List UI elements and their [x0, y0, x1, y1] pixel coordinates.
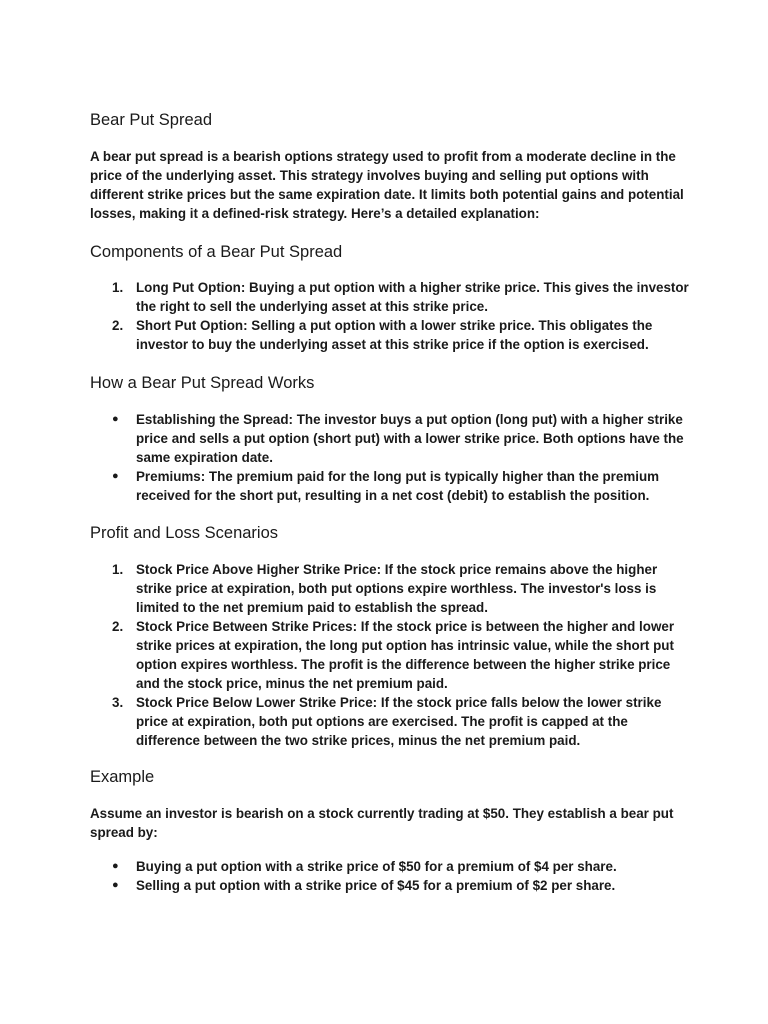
example-heading: Example	[90, 768, 155, 786]
components-list	[90, 278, 690, 354]
list-item: 1. Stock Price Above Higher Strike Price: If the stock price remains above the higher strike price at expiration, both put options expire worthless. The investor's loss is limited to the net premium paid to establish the spread.	[112, 562, 658, 615]
list-item: 2. Short Put Option: Selling a put option with a lower strike price. This obligates the investor to buy the underlying asset at this strike price if the option is exercised.	[112, 318, 653, 352]
example-list	[90, 857, 690, 895]
how-it-works-list	[90, 410, 690, 505]
list-item: 1. Long Put Option: Buying a put option with a higher strike price. This gives the investor the right to sell the underlying asset at this strike price.	[112, 280, 689, 314]
bullet-icon: ●	[112, 413, 119, 425]
how-it-works-heading: How a Bear Put Spread Works	[90, 374, 315, 392]
intro-paragraph: A bear put spread is a bearish options strategy used to profit from a moderate decline in the price of the underlying asset. This strategy involves buying and selling put options with different strike prices but the same expiration date. It limits both potential gains and potential losses, making it a defined-risk strategy. Here’s a detailed explanation:	[90, 149, 684, 221]
list-item: 3. Stock Price Below Lower Strike Price: If the stock price falls below the lower strike price at expiration, both put options are exercised. The profit is capped at the difference between the two strike prices, minus the net premium paid.	[112, 695, 662, 748]
bullet-icon: ●	[112, 860, 119, 872]
profit-loss-list	[90, 560, 690, 750]
document-title: Bear Put Spread	[90, 111, 212, 129]
list-item: ● Buying a put option with a strike price of $50 for a premium of $4 per share.	[112, 859, 617, 874]
list-item: ● Premiums: The premium paid for the long put is typically higher than the premium received for the short put, resulting in a net cost (debit) to establish the position.	[112, 469, 660, 503]
list-item: ● Selling a put option with a strike price of $45 for a premium of $2 per share.	[112, 878, 616, 893]
profit-loss-heading: Profit and Loss Scenarios	[90, 524, 279, 542]
bullet-icon: ●	[112, 470, 119, 482]
components-heading: Components of a Bear Put Spread	[90, 243, 343, 261]
list-item: 2. Stock Price Between Strike Prices: If the stock price is between the higher and lower strike prices at expiration, the long put option has intrinsic value, while the short put option expires worthless. The profit is the difference between the higher strike price and the stock price, minus the net premium paid.	[112, 619, 675, 691]
bullet-icon: ●	[112, 879, 119, 891]
example-paragraph: Assume an investor is bearish on a stock currently trading at $50. They establish a bear put spread by:	[90, 806, 674, 840]
list-item: ● Establishing the Spread: The investor buys a put option (long put) with a higher strike price and sells a put option (short put) with a lower strike price. Both options have the same expiration date.	[112, 412, 684, 465]
